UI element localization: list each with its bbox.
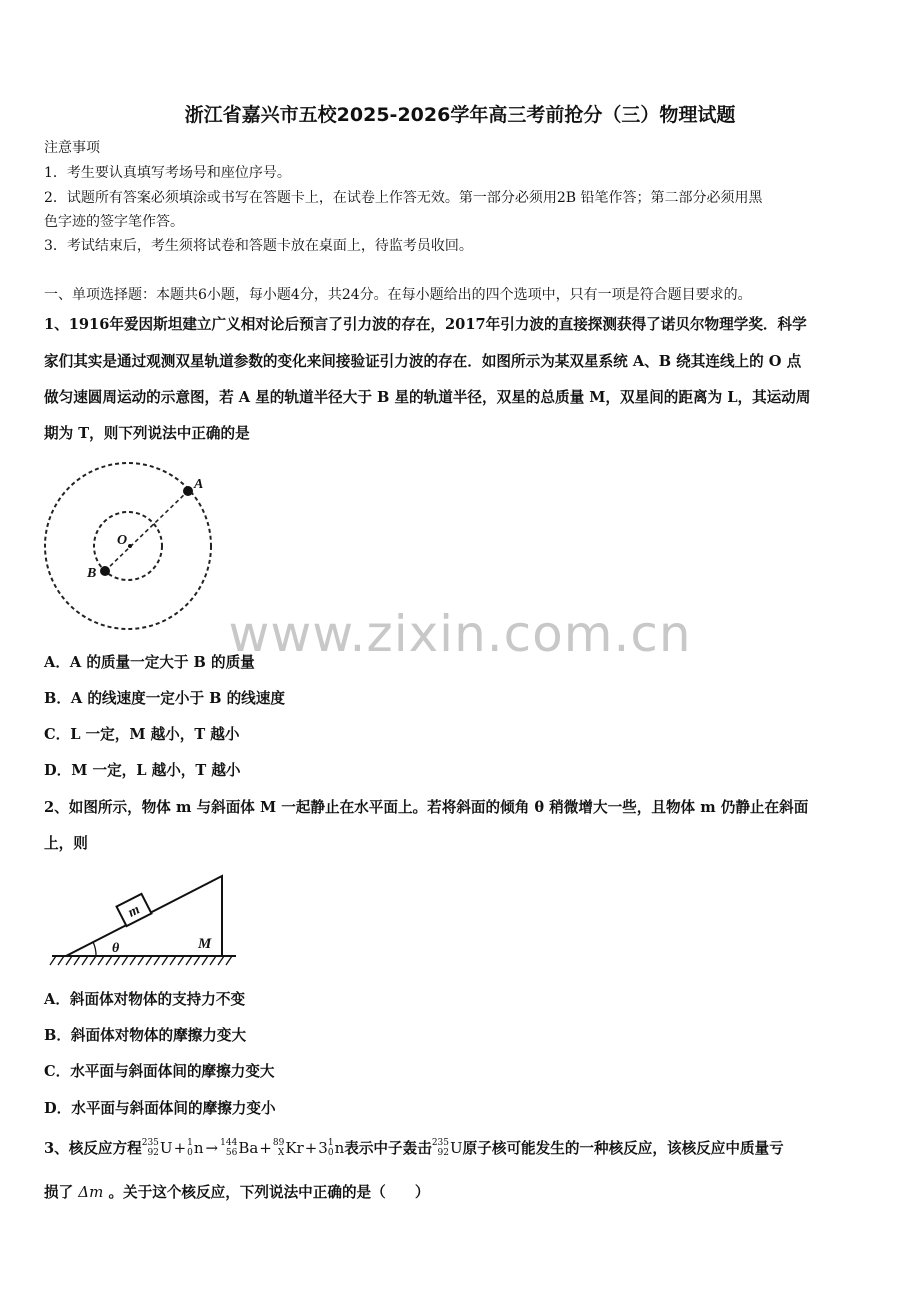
label-theta: θ	[112, 941, 120, 956]
label-a: A	[194, 477, 204, 492]
block	[117, 894, 152, 926]
notice-item: 2．试题所有答案必须填涂或书写在答题卡上，在试卷上作答无效。第一部分必须用2B 铅笔作答；第二部分必须用黑	[44, 190, 763, 206]
option-c: C．水平面与斜面体间的摩擦力变大	[44, 1063, 275, 1080]
question-1-line: 1、1916年爱因斯坦建立广义相对论后预言了引力波的存在，2017年引力波的直接探测获得了诺贝尔物理学奖．科学	[44, 316, 807, 333]
q3-middle: 表示中子轰击	[344, 1140, 432, 1157]
option-a: A．A 的质量一定大于 B 的质量	[44, 654, 255, 671]
option-d: D．M 一定，L 越小，T 越小	[44, 762, 241, 779]
question-2-line: 上，则	[44, 835, 88, 852]
ground-hatching	[50, 956, 232, 965]
q3-suffix: 原子核可能发生的一种核反应，该核反应中质量亏	[462, 1140, 784, 1157]
watermark: www.zixin.com.cn	[228, 605, 692, 663]
uranium-nucleus: 235 92 U	[431, 1137, 463, 1158]
page-title: 浙江省嘉兴市五校2025-2026学年高三考前抢分（三）物理试题	[184, 104, 736, 126]
label-wedge-M: M	[198, 936, 212, 952]
connecting-line	[105, 491, 188, 571]
notice-item: 3．考试结束后，考生须将试卷和答题卡放在桌面上，待监考员收回。	[44, 238, 473, 254]
notice-item: 色字迹的签字笔作答。	[44, 214, 184, 230]
label-o: O	[117, 533, 128, 548]
delta-m: Δm	[78, 1183, 104, 1201]
question-1-line: 做匀速圆周运动的示意图，若 A 星的轨道半径大于 B 星的轨道半径，双星的总质量 M，双星间的距离为 L，其运动周	[44, 389, 811, 406]
star-a	[183, 486, 193, 496]
incline-figure	[48, 868, 240, 974]
angle-arc	[93, 942, 96, 956]
label-b: B	[87, 566, 97, 581]
question-1-line: 期为 T，则下列说法中正确的是	[44, 425, 250, 442]
center-o	[128, 544, 132, 548]
notice-heading: 注意事项	[44, 140, 100, 156]
question-3-line: 损了 Δm 。关于这个核反应，下列说法中正确的是（ ）	[44, 1183, 430, 1201]
nuclear-equation: 235 92 U + 1 0 n → 144 56 Ba + 89 X Kr + 3 1 0 n	[141, 1137, 345, 1158]
q3-prefix: 3、核反应方程	[44, 1140, 142, 1157]
option-d: D．水平面与斜面体间的摩擦力变小	[44, 1100, 276, 1117]
star-b	[100, 566, 110, 576]
section-heading: 一、单项选择题：本题共6小题，每小题4分，共24分。在每小题给出的四个选项中，只有一项是符合题目要求的。	[44, 287, 752, 303]
label-block-m: m	[125, 902, 143, 921]
notice-item: 1．考生要认真填写考场号和座位序号。	[44, 165, 291, 181]
option-b: B．A 的线速度一定小于 B 的线速度	[44, 690, 285, 707]
option-b: B．斜面体对物体的摩擦力变大	[44, 1027, 247, 1044]
question-3-line	[44, 1137, 784, 1158]
option-a: A．斜面体对物体的支持力不变	[44, 991, 246, 1008]
question-2-line: 2、如图所示，物体 m 与斜面体 M 一起静止在水平面上。若将斜面的倾角 θ 稍微增大一些，且物体 m 仍静止在斜面	[44, 799, 809, 816]
question-1-line: 家们其实是通过观测双星轨道参数的变化来间接验证引力波的存在．如图所示为某双星系统 A、B 绕其连线上的 O 点	[44, 353, 802, 370]
option-c: C．L 一定，M 越小，T 越小	[44, 726, 240, 743]
